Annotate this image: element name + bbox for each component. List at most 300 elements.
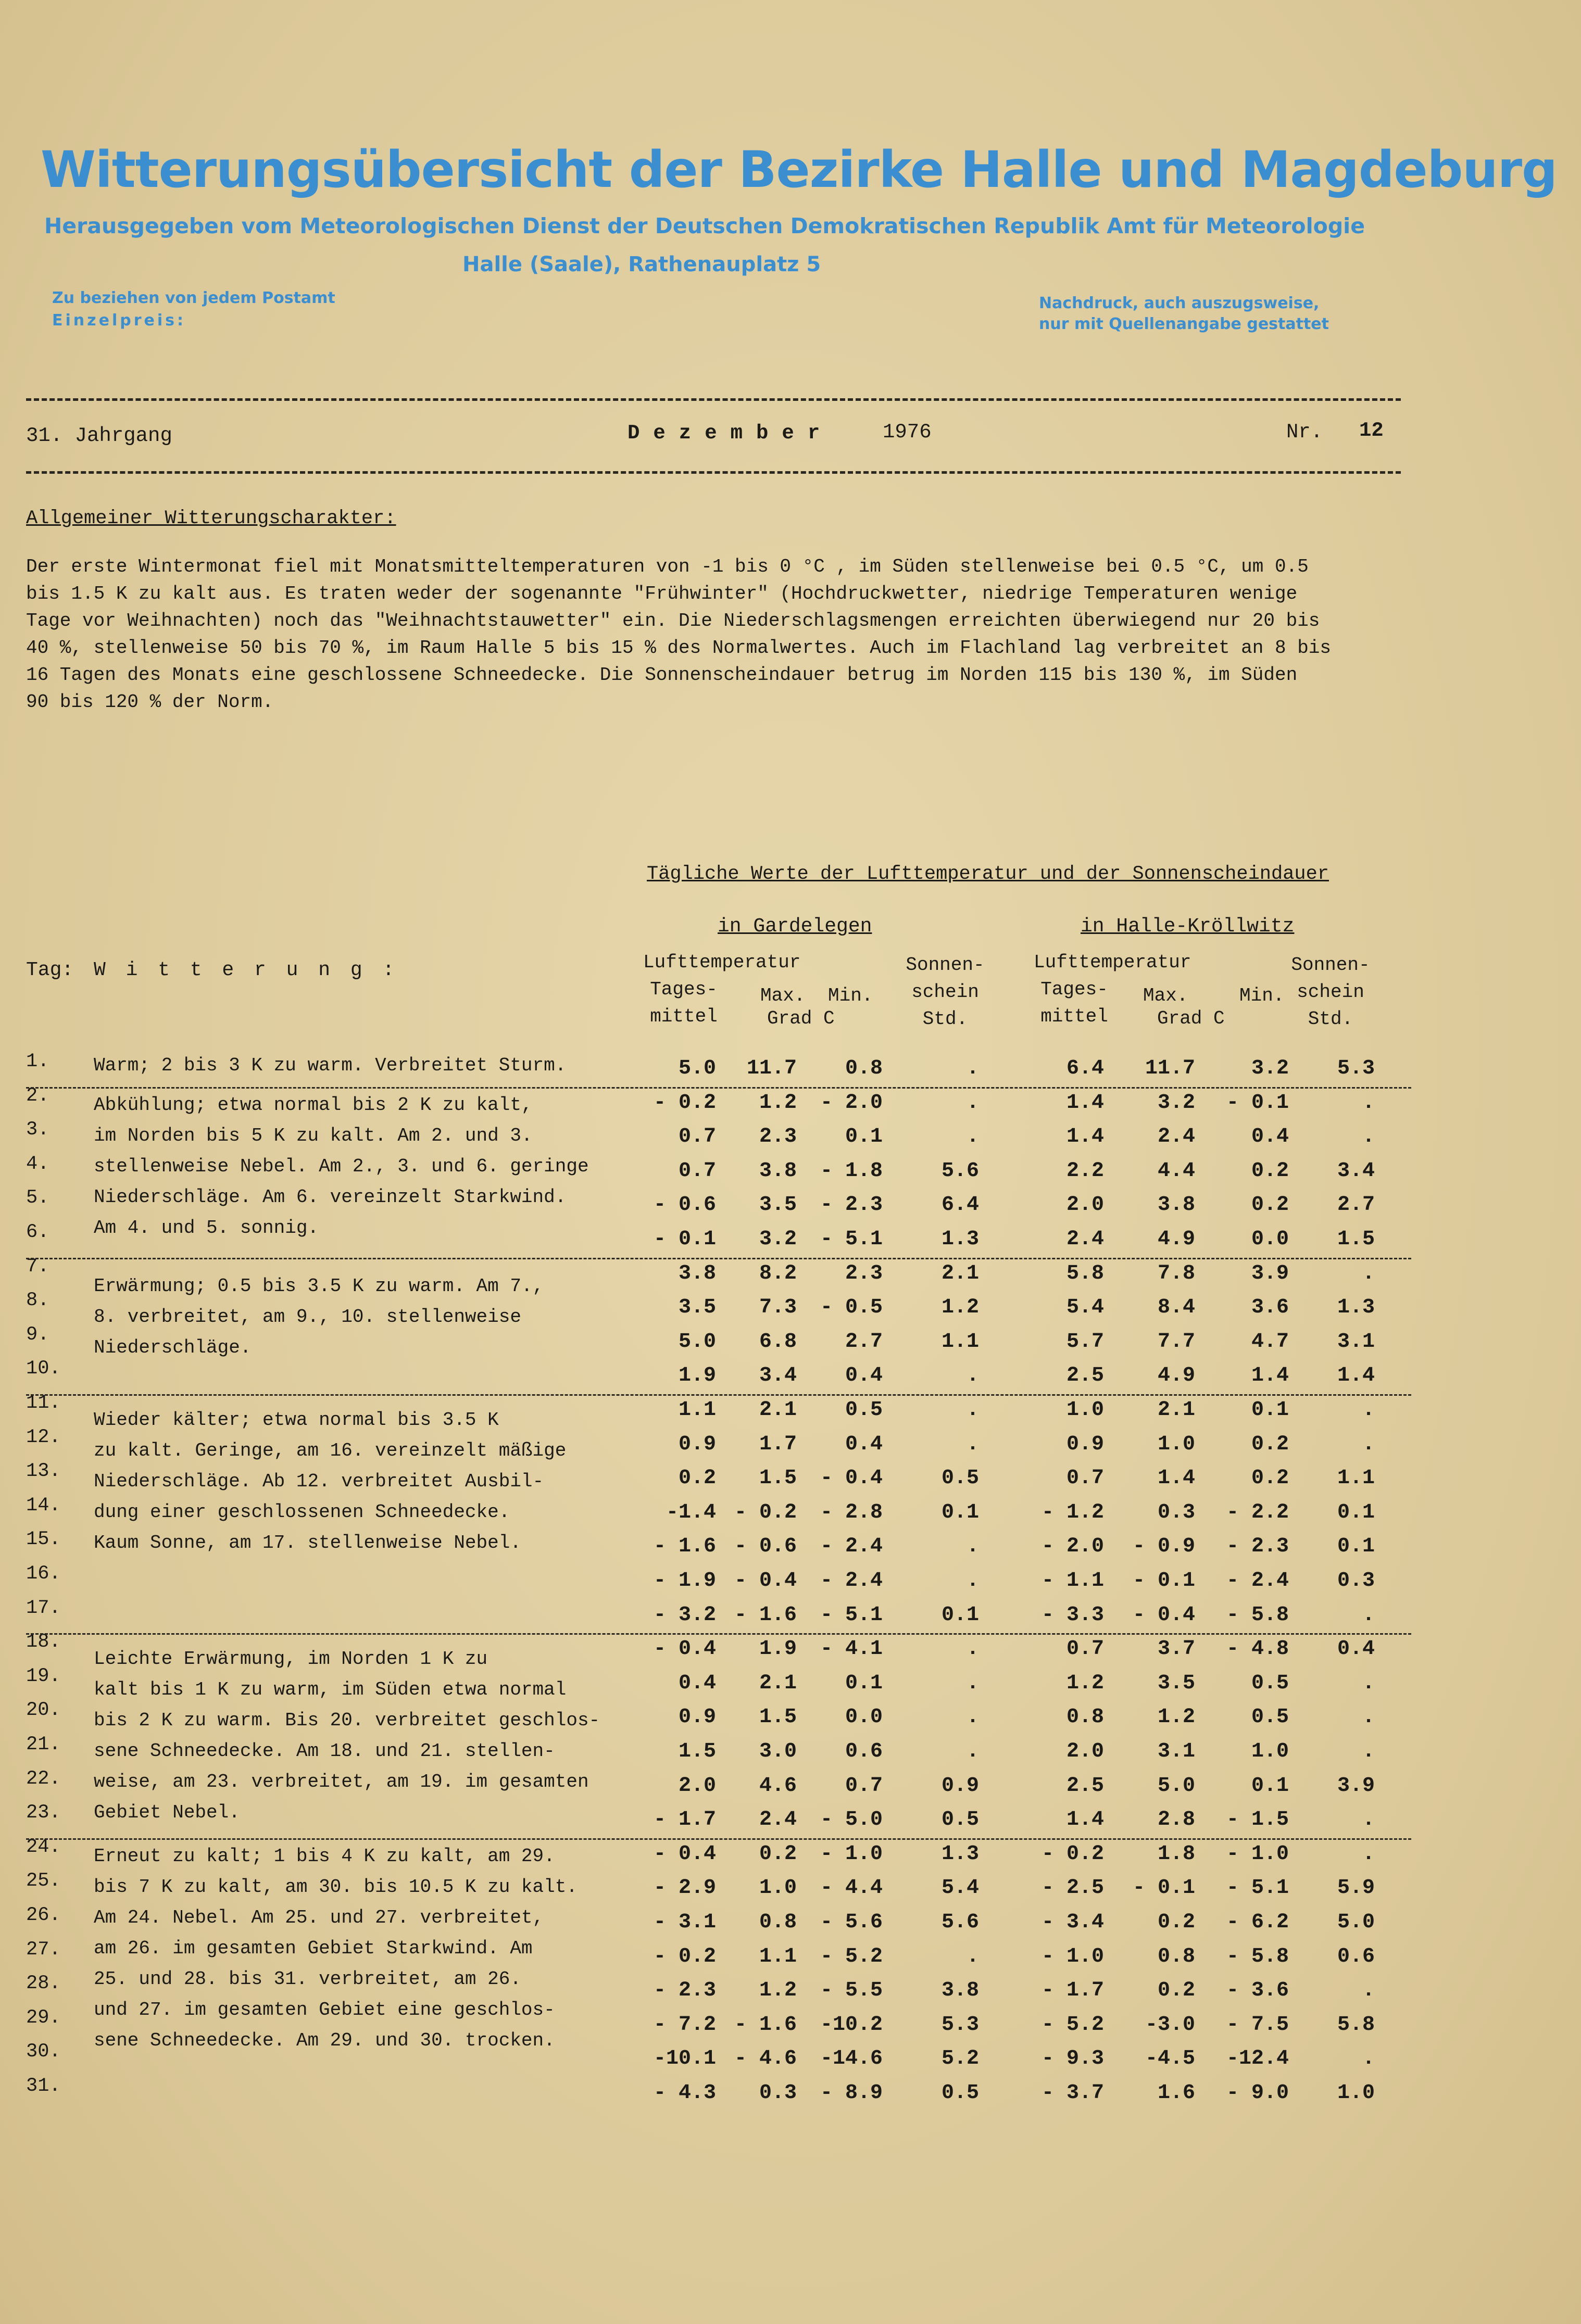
table-cell: - 1.0 [1041, 1944, 1104, 1968]
witterung-line: bis 2 K zu warm. Bis 20. verbreitet geschlos- [94, 1710, 600, 1732]
table-cell: 6.8 [759, 1330, 797, 1354]
table-cell: . [966, 1398, 979, 1422]
table-cell: 3.5 [1157, 1671, 1195, 1695]
table-cell: - 0.2 [1041, 1842, 1104, 1866]
witterung-header: W i t t e r u n g : [94, 959, 399, 981]
table-cell: 1.2 [1157, 1706, 1195, 1729]
table-cell: - 2.8 [820, 1500, 883, 1524]
table-cell: 1.1 [759, 1944, 797, 1968]
table-cell: -10.1 [653, 2047, 716, 2071]
witterung-line: dung einer geschlossenen Schneedecke. [94, 1501, 510, 1523]
table-cell: 0.5 [941, 1467, 979, 1491]
day-label: 22. [26, 1767, 61, 1790]
witterung-line: Kaum Sonne, am 17. stellenweise Nebel. [94, 1532, 521, 1553]
table-cell: 0.2 [1251, 1193, 1289, 1217]
table-cell: 0.4 [678, 1671, 716, 1695]
table-cell: 4.7 [1251, 1330, 1289, 1354]
table-cell: 6.4 [941, 1193, 979, 1217]
day-label: 19. [26, 1665, 61, 1687]
table-cell: . [966, 1535, 979, 1559]
table-cell: 3.1 [1337, 1330, 1375, 1354]
table-cell: . [966, 1706, 979, 1729]
table-cell: 1.1 [678, 1398, 716, 1422]
table-cell: 0.0 [845, 1706, 883, 1729]
table-cell: . [1362, 1706, 1375, 1729]
table-cell: 3.0 [759, 1740, 797, 1763]
table-cell: 1.4 [1066, 1091, 1104, 1115]
table-cell: 5.0 [1157, 1774, 1195, 1798]
summary-line: Der erste Wintermonat fiel mit Monatsmitteltemperaturen von -1 bis 0 °C , im Süden stellenweise bei 0.5 °C, um 0.5 [26, 556, 1309, 577]
table-cell: - 2.4 [820, 1569, 883, 1593]
table-cell: 0.7 [678, 1125, 716, 1149]
table-cell: - 1.0 [820, 1842, 883, 1866]
table-cell: 2.1 [759, 1398, 797, 1422]
table-cell: - 2.3 [653, 1979, 716, 2003]
table-cell: 1.1 [1337, 1467, 1375, 1491]
table-cell: 4.9 [1157, 1228, 1195, 1251]
subscription-note: Zu beziehen von jedem Postamt [52, 289, 335, 307]
table-cell: 1.0 [1157, 1432, 1195, 1456]
table-cell: . [966, 1671, 979, 1695]
day-label: 7. [26, 1255, 49, 1278]
day-label: 18. [26, 1631, 61, 1653]
table-cell: - 0.5 [820, 1296, 883, 1320]
table-cell: 1.9 [678, 1364, 716, 1388]
gardelegen-max-head: Max. [760, 985, 806, 1006]
table-cell: 0.5 [1251, 1706, 1289, 1729]
witterung-line: Niederschläge. Ab 12. verbreitet Ausbil- [94, 1471, 544, 1492]
summary-heading: Allgemeiner Witterungscharakter: [26, 508, 396, 529]
witterung-line: bis 7 K zu kalt, am 30. bis 10.5 K zu kalt. [94, 1876, 578, 1898]
table-cell: . [966, 1057, 979, 1080]
gardelegen-grad-head: Grad C [767, 1008, 835, 1029]
day-label: 8. [26, 1290, 49, 1312]
table-cell: 6.4 [1066, 1057, 1104, 1080]
tag-header: Tag: [26, 959, 74, 981]
table-cell: 3.4 [1337, 1159, 1375, 1183]
table-cell: 0.5 [845, 1398, 883, 1422]
table-cell: - 0.1 [1132, 1569, 1195, 1593]
issue-month: Dezember [628, 422, 834, 445]
day-label: 25. [26, 1870, 61, 1892]
table-cell: 0.8 [759, 1911, 797, 1934]
table-cell: 2.2 [1066, 1159, 1104, 1183]
table-cell: - 6.2 [1226, 1911, 1289, 1934]
table-cell: - 0.1 [1132, 1876, 1195, 1900]
witterung-line: weise, am 23. verbreitet, am 19. im gesamten [94, 1771, 589, 1793]
table-cell: 1.2 [759, 1091, 797, 1115]
day-label: 12. [26, 1426, 61, 1448]
witterung-line: Am 24. Nebel. Am 25. und 27. verbreitet, [94, 1906, 544, 1928]
table-cell: 3.2 [1157, 1091, 1195, 1115]
table-cell: 0.1 [845, 1671, 883, 1695]
table-cell: 1.2 [941, 1296, 979, 1320]
table-cell: 5.8 [1066, 1261, 1104, 1285]
table-cell: - 0.2 [734, 1500, 797, 1524]
table-cell: 0.5 [941, 2081, 979, 2105]
table-cell: 2.5 [1066, 1364, 1104, 1388]
table-cell: 1.7 [759, 1432, 797, 1456]
table-cell: - 3.3 [1041, 1603, 1104, 1627]
table-cell: 0.7 [1066, 1467, 1104, 1491]
day-label: 21. [26, 1734, 61, 1755]
witterung-line: kalt bis 1 K zu warm, im Süden etwa normal [94, 1679, 567, 1701]
table-cell: 0.7 [1066, 1637, 1104, 1661]
table-cell: - 7.5 [1226, 2013, 1289, 2037]
table-cell: 1.4 [1251, 1364, 1289, 1388]
table-cell: 1.5 [759, 1706, 797, 1729]
table-cell: - 0.1 [1226, 1091, 1289, 1115]
table-cell: 0.4 [1251, 1125, 1289, 1149]
table-cell: 11.7 [1145, 1057, 1195, 1080]
table-cell: - 0.4 [653, 1637, 716, 1661]
table-cell: - 5.1 [820, 1228, 883, 1251]
table-cell: -3.0 [1145, 2013, 1195, 2037]
table-cell: 2.1 [1157, 1398, 1195, 1422]
table-cell: . [966, 1637, 979, 1661]
summary-line: 40 %, stellenweise 50 bis 70 %, im Raum Halle 5 bis 15 % des Normalwertes. Auch im Flachland lag verbreitet an 8 bis [26, 637, 1332, 659]
issue-number: 12 [1359, 419, 1384, 442]
day-label: 2. [26, 1084, 49, 1107]
publisher-line: Herausgegeben vom Meteorologischen Dienst der Deutschen Demokratischen Republik Amt für Meteorologie [44, 213, 1365, 238]
table-cell: 1.4 [1337, 1364, 1375, 1388]
witterung-line: Erwärmung; 0.5 bis 3.5 K zu warm. Am 7., [94, 1275, 544, 1297]
table-cell: 0.1 [1251, 1398, 1289, 1422]
table-cell: 1.3 [941, 1228, 979, 1251]
day-label: 14. [26, 1494, 61, 1517]
summary-line: Tage vor Weihnachten) noch das "Weihnachtstauwetter" ein. Die Niederschlagsmengen erreichten überwiegend nur 20 bis [26, 610, 1320, 631]
table-cell: 0.2 [1251, 1467, 1289, 1491]
table-cell: 3.6 [1251, 1296, 1289, 1320]
table-cell: . [966, 1740, 979, 1763]
day-label: 24. [26, 1836, 61, 1858]
table-cell: 4.6 [759, 1774, 797, 1798]
table-cell: 2.0 [678, 1774, 716, 1798]
table-cell: 0.3 [1157, 1500, 1195, 1524]
table-cell: - 5.8 [1226, 1944, 1289, 1968]
table-cell: 11.7 [746, 1057, 797, 1080]
table-cell: . [1362, 1740, 1375, 1763]
table-cell: 1.0 [1251, 1740, 1289, 1763]
table-cell: 1.1 [941, 1330, 979, 1354]
day-label: 15. [26, 1529, 61, 1551]
table-cell: - 4.4 [820, 1876, 883, 1900]
table-cell: - 8.9 [820, 2081, 883, 2105]
day-label: 20. [26, 1699, 61, 1722]
address-line: Halle (Saale), Rathenauplatz 5 [462, 252, 821, 276]
table-cell: 3.8 [678, 1261, 716, 1285]
table-cell: 0.8 [1157, 1944, 1195, 1968]
table-cell: - 2.4 [1226, 1569, 1289, 1593]
table-cell: 1.3 [1337, 1296, 1375, 1320]
table-cell: - 0.4 [820, 1467, 883, 1491]
table-cell: - 9.3 [1041, 2047, 1104, 2071]
witterung-line: Am 4. und 5. sonnig. [94, 1217, 319, 1239]
witterung-line: Abkühlung; etwa normal bis 2 K zu kalt, [94, 1094, 533, 1116]
day-label: 5. [26, 1187, 49, 1209]
issue-year: 1976 [883, 421, 932, 444]
table-cell: - 1.0 [1226, 1842, 1289, 1866]
table-cell: 0.2 [759, 1842, 797, 1866]
table-cell: - 0.4 [734, 1569, 797, 1593]
table-cell: - 5.2 [820, 1944, 883, 1968]
day-label: 17. [26, 1597, 61, 1619]
table-cell: 0.3 [1337, 1569, 1375, 1593]
table-cell: 5.8 [1337, 2013, 1375, 2037]
table-cell: - 2.3 [820, 1193, 883, 1217]
table-cell: 0.5 [941, 1808, 979, 1832]
table-cell: 3.8 [759, 1159, 797, 1183]
table-cell: 1.2 [1066, 1671, 1104, 1695]
witterung-line: Wieder kälter; etwa normal bis 3.5 K [94, 1409, 499, 1431]
table-cell: - 0.9 [1132, 1535, 1195, 1559]
document-title: Witterungsübersicht der Bezirke Halle und Magdeburg [41, 141, 1557, 199]
table-cell: 2.4 [1157, 1125, 1195, 1149]
table-cell: - 1.6 [734, 1603, 797, 1627]
table-cell: 5.6 [941, 1159, 979, 1183]
table-cell: 5.9 [1337, 1876, 1375, 1900]
table-cell: 0.1 [941, 1603, 979, 1627]
table-cell: 1.4 [1066, 1125, 1104, 1149]
table-cell: 1.2 [759, 1979, 797, 2003]
table-cell: - 0.4 [653, 1842, 716, 1866]
day-label: 4. [26, 1153, 49, 1175]
table-cell: - 5.0 [820, 1808, 883, 1832]
table-cell: 0.2 [1251, 1159, 1289, 1183]
halle-min-head: Min. [1239, 985, 1285, 1006]
day-label: 3. [26, 1119, 49, 1141]
group-divider [26, 1394, 1411, 1396]
table-cell: - 7.2 [653, 2013, 716, 2037]
station-gardelegen: in Gardelegen [718, 915, 872, 938]
table-cell: 0.5 [1251, 1671, 1289, 1695]
table-cell: 0.1 [1337, 1500, 1375, 1524]
table-cell: - 2.2 [1226, 1500, 1289, 1524]
table-cell: 2.3 [759, 1125, 797, 1149]
table-cell: - 2.4 [820, 1535, 883, 1559]
table-cell: 1.4 [1066, 1808, 1104, 1832]
gardelegen-tagesmittel-head: Tages- mittel [650, 979, 718, 1027]
table-cell: - 1.9 [653, 1569, 716, 1593]
table-cell: 1.8 [1157, 1842, 1195, 1866]
witterung-line: und 27. im gesamten Gebiet eine geschlos- [94, 1999, 555, 2020]
table-cell: - 3.6 [1226, 1979, 1289, 2003]
table-cell: . [1362, 1671, 1375, 1695]
group-divider [26, 1258, 1411, 1259]
witterung-line: Gebiet Nebel. [94, 1802, 240, 1824]
table-cell: 0.2 [1157, 1911, 1195, 1934]
table-cell: - 5.2 [1041, 2013, 1104, 2037]
table-cell: 3.8 [1157, 1193, 1195, 1217]
table-cell: 2.7 [1337, 1193, 1375, 1217]
table-cell: 2.0 [1066, 1193, 1104, 1217]
table-cell: . [966, 1569, 979, 1593]
table-cell: 0.6 [845, 1740, 883, 1763]
table-caption: Tägliche Werte der Lufttemperatur und der Sonnenscheindauer [647, 863, 1329, 885]
volume-label: 31. Jahrgang [26, 424, 172, 447]
day-label: 6. [26, 1221, 49, 1243]
day-label: 23. [26, 1802, 61, 1824]
day-label: 29. [26, 2006, 61, 2029]
reprint-note-1: Nachdruck, auch auszugsweise, [1039, 294, 1320, 312]
table-cell: - 1.7 [1041, 1979, 1104, 2003]
halle-luft-head: Lufttemperatur [1034, 952, 1191, 973]
table-cell: 1.5 [759, 1467, 797, 1491]
table-cell: 5.0 [678, 1057, 716, 1080]
table-cell: . [966, 1432, 979, 1456]
table-cell: 0.3 [759, 2081, 797, 2105]
halle-max-head: Max. [1143, 985, 1188, 1006]
day-label: 30. [26, 2041, 61, 2063]
table-cell: - 1.2 [1041, 1500, 1104, 1524]
table-cell: -4.5 [1145, 2047, 1195, 2071]
day-label: 26. [26, 1904, 61, 1926]
table-cell: - 2.0 [1041, 1535, 1104, 1559]
table-cell: - 4.6 [734, 2047, 797, 2071]
day-label: 10. [26, 1358, 61, 1380]
table-cell: 5.0 [1337, 1911, 1375, 1934]
table-cell: 0.9 [678, 1432, 716, 1456]
table-cell: 0.4 [845, 1364, 883, 1388]
table-cell: - 2.5 [1041, 1876, 1104, 1900]
table-cell: 4.4 [1157, 1159, 1195, 1183]
table-cell: - 2.0 [820, 1091, 883, 1115]
table-cell: - 5.8 [1226, 1603, 1289, 1627]
witterung-line: zu kalt. Geringe, am 16. vereinzelt mäßige [94, 1440, 567, 1461]
table-cell: 0.9 [1066, 1432, 1104, 1456]
table-cell: 2.3 [845, 1261, 883, 1285]
table-cell: - 0.2 [653, 1091, 716, 1115]
witterung-line: Niederschläge. Am 6. vereinzelt Starkwind. [94, 1186, 567, 1208]
table-cell: . [1362, 1979, 1375, 2003]
day-label: 16. [26, 1563, 61, 1585]
table-cell: . [1362, 1261, 1375, 1285]
witterung-line: Leichte Erwärmung, im Norden 1 K zu [94, 1648, 488, 1670]
table-cell: 2.1 [941, 1261, 979, 1285]
table-cell: . [1362, 1091, 1375, 1115]
witterung-line: Erneut zu kalt; 1 bis 4 K zu kalt, am 29. [94, 1845, 555, 1867]
table-cell: . [1362, 1603, 1375, 1627]
table-cell: 2.8 [1157, 1808, 1195, 1832]
table-cell: 0.2 [1251, 1432, 1289, 1456]
table-cell: 0.8 [845, 1057, 883, 1080]
table-cell: - 1.1 [1041, 1569, 1104, 1593]
witterung-line: 8. verbreitet, am 9., 10. stellenweise [94, 1306, 521, 1328]
table-cell: - 9.0 [1226, 2081, 1289, 2105]
table-cell: . [1362, 2047, 1375, 2071]
table-cell: - 5.5 [820, 1979, 883, 2003]
table-cell: 0.4 [845, 1432, 883, 1456]
table-cell: 0.6 [1337, 1944, 1375, 1968]
table-cell: 4.9 [1157, 1364, 1195, 1388]
table-cell: 1.4 [1157, 1467, 1195, 1491]
table-cell: - 0.1 [653, 1228, 716, 1251]
table-cell: - 3.4 [1041, 1911, 1104, 1934]
table-cell: 3.2 [1251, 1057, 1289, 1080]
witterung-line: stellenweise Nebel. Am 2., 3. und 6. geringe [94, 1155, 589, 1177]
table-cell: - 0.6 [653, 1193, 716, 1217]
summary-line: 16 Tagen des Monats eine geschlossene Schneedecke. Die Sonnenscheindauer betrug im Norden 115 bis 130 %, im Süden [26, 664, 1298, 686]
table-cell: 7.7 [1157, 1330, 1195, 1354]
table-cell: . [1362, 1125, 1375, 1149]
table-cell: 1.0 [1066, 1398, 1104, 1422]
station-halle: in Halle-Kröllwitz [1081, 915, 1295, 938]
table-cell: 0.2 [678, 1467, 716, 1491]
table-cell: - 0.2 [653, 1944, 716, 1968]
table-cell: 0.2 [1157, 1979, 1195, 2003]
table-cell: 0.7 [845, 1774, 883, 1798]
reprint-note-2: nur mit Quellenangabe gestattet [1039, 315, 1329, 333]
day-label: 1. [26, 1051, 49, 1072]
table-cell: - 2.9 [653, 1876, 716, 1900]
table-cell: 1.9 [759, 1637, 797, 1661]
table-cell: 0.1 [1251, 1774, 1289, 1798]
table-cell: - 3.7 [1041, 2081, 1104, 2105]
table-cell: 5.0 [678, 1330, 716, 1354]
witterung-line: Warm; 2 bis 3 K zu warm. Verbreitet Sturm. [94, 1055, 567, 1076]
table-cell: 3.9 [1251, 1261, 1289, 1285]
group-divider [26, 1633, 1411, 1635]
witterung-line: sene Schneedecke. Am 29. und 30. trocken. [94, 2029, 555, 2051]
table-cell: 3.4 [759, 1364, 797, 1388]
table-cell: . [1362, 1398, 1375, 1422]
witterung-line: sene Schneedecke. Am 18. und 21. stellen- [94, 1740, 555, 1762]
divider-top [26, 398, 1401, 401]
witterung-line: am 26. im gesamten Gebiet Starkwind. Am [94, 1937, 533, 1959]
issue-number-label: Nr. [1286, 421, 1323, 444]
table-cell: 5.2 [941, 2047, 979, 2071]
table-cell: 0.0 [1251, 1228, 1289, 1251]
table-cell: 0.4 [1337, 1637, 1375, 1661]
table-cell: 0.8 [1066, 1706, 1104, 1729]
table-cell: . [1362, 1432, 1375, 1456]
table-cell: 5.3 [941, 2013, 979, 2037]
gardelegen-sonnen-head: Sonnen- schein Std. [906, 954, 985, 1030]
gardelegen-min-head: Min. [828, 985, 873, 1006]
table-cell: - 0.4 [1132, 1603, 1195, 1627]
day-label: 31. [26, 2075, 61, 2097]
table-cell: . [966, 1091, 979, 1115]
table-cell: - 1.7 [653, 1808, 716, 1832]
table-cell: 0.7 [678, 1159, 716, 1183]
witterung-line: Niederschläge. [94, 1336, 252, 1358]
table-cell: -12.4 [1226, 2047, 1289, 2071]
table-cell: 2.0 [1066, 1740, 1104, 1763]
table-cell: - 5.1 [820, 1603, 883, 1627]
table-cell: 3.9 [1337, 1774, 1375, 1798]
table-cell: 2.1 [759, 1671, 797, 1695]
table-cell: - 2.3 [1226, 1535, 1289, 1559]
summary-line: bis 1.5 K zu kalt aus. Es traten weder der sogenannte "Frühwinter" (Hochdruckwetter, niedrige Temperaturen wenige [26, 583, 1298, 604]
table-cell: - 3.1 [653, 1911, 716, 1934]
table-cell: . [1362, 1808, 1375, 1832]
table-cell: 0.9 [941, 1774, 979, 1798]
table-cell: 0.9 [678, 1706, 716, 1729]
table-cell: 5.6 [941, 1911, 979, 1934]
table-cell: 5.7 [1066, 1330, 1104, 1354]
witterung-line: 25. und 28. bis 31. verbreitet, am 26. [94, 1968, 521, 1990]
table-cell: 5.3 [1337, 1057, 1375, 1080]
table-cell: 2.4 [1066, 1228, 1104, 1251]
table-cell: -10.2 [820, 2013, 883, 2037]
table-cell: . [966, 1364, 979, 1388]
table-cell: - 4.1 [820, 1637, 883, 1661]
day-label: 13. [26, 1460, 61, 1483]
day-label: 9. [26, 1323, 49, 1346]
table-cell: - 4.3 [653, 2081, 716, 2105]
table-cell: 5.4 [1066, 1296, 1104, 1320]
table-cell: - 3.2 [653, 1603, 716, 1627]
